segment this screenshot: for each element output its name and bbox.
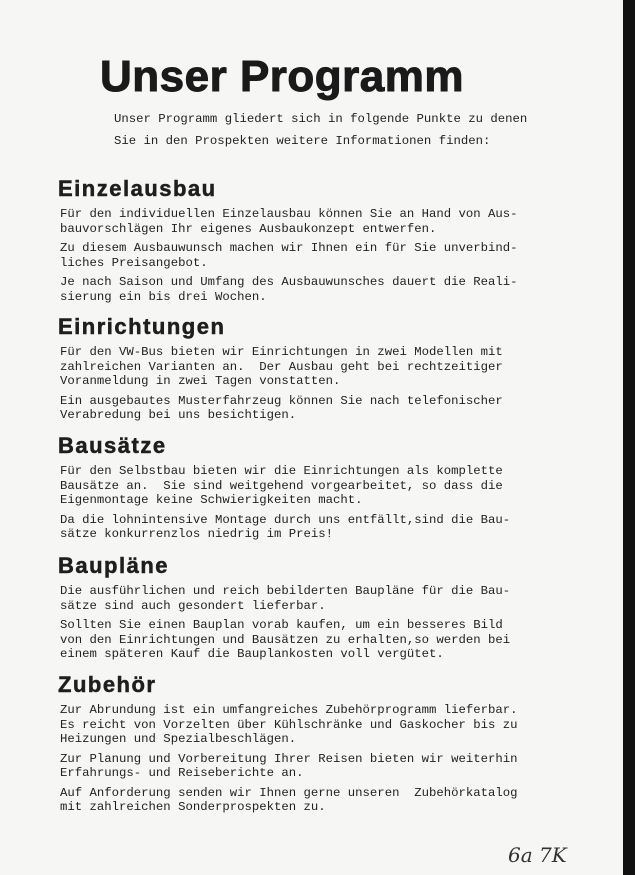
section-einzelausbau bbox=[58, 176, 538, 309]
paragraph: Zur Abrundung ist ein umfangreiches Zubehörprogramm lieferbar. Es reicht von Vorzelten über Kühlschränke und Gaskocher bis zu Heizungen und Spezialbeschlägen. bbox=[60, 703, 518, 746]
section-bauplaene bbox=[58, 553, 538, 667]
paragraph: Ein ausgebautes Musterfahrzeug können Sie nach telefonischer Verabredung bei uns besichtigen. bbox=[60, 393, 503, 422]
page-title: Unser Programm bbox=[100, 52, 465, 101]
section-heading: Einrichtungen bbox=[58, 314, 226, 339]
paragraph: Die ausführlichen und reich bebilderten Baupläne für die Bau- sätze sind auch gesondert lieferbar. bbox=[60, 584, 511, 613]
section-bausaetze bbox=[58, 433, 538, 547]
paragraph: Zur Planung und Vorbereitung Ihrer Reisen bieten wir weiterhin Erfahrungs- und Reiseberichte an. bbox=[60, 751, 518, 780]
section-zubehoer bbox=[58, 672, 538, 820]
paragraph: Auf Anforderung senden wir Ihnen gerne unseren Zubehörkatalog mit zahlreichen Sonderprospekten zu. bbox=[60, 785, 518, 814]
section-heading: Einzelausbau bbox=[58, 176, 217, 201]
section-heading: Zubehör bbox=[58, 672, 157, 697]
paragraph: Für den individuellen Einzelausbau können Sie an Hand von Aus- bauvorschlägen Ihr eigenes Ausbaukonzept entwerfen. bbox=[60, 207, 518, 236]
paragraph: Für den VW-Bus bieten wir Einrichtungen in zwei Modellen mit zahlreichen Varianten an. Der Ausbau geht bei rechtzeitiger Voranmeldung in zwei Tagen vonstatten. bbox=[60, 345, 503, 388]
paragraph: Zu diesem Ausbauwunsch machen wir Ihnen ein für Sie unverbind- liches Preisangebot. bbox=[60, 241, 518, 270]
paragraph: Da die lohnintensive Montage durch uns entfällt,sind die Bau- sätze konkurrenzlos niedrig im Preis! bbox=[60, 512, 511, 541]
section-heading: Bausätze bbox=[58, 433, 167, 458]
paragraph: Für den Selbstbau bieten wir die Einrichtungen als komplette Bausätze an. Sie sind weitgehend vorgearbeitet, so dass die Eigenmontage keine Schwierigkeiten macht. bbox=[60, 464, 503, 507]
section-einrichtungen bbox=[58, 314, 538, 428]
paragraph: Je nach Saison und Umfang des Ausbauwunsches dauert die Reali- sierung ein bis drei Wochen. bbox=[60, 275, 518, 304]
section-heading: Baupläne bbox=[58, 553, 170, 578]
paragraph: Sollten Sie einen Bauplan vorab kaufen, um ein besseres Bild von den Einrichtungen und Bausätzen zu erhalten,so werden bei einem späteren Kauf die Bauplankosten voll vergütet. bbox=[60, 618, 511, 661]
intro-text: Unser Programm gliedert sich in folgende Punkte zu denen Sie in den Prospekten weitere Informationen finden: bbox=[114, 112, 528, 148]
handwritten-note: 6a 7K bbox=[508, 843, 567, 867]
scan-edge bbox=[623, 0, 635, 875]
